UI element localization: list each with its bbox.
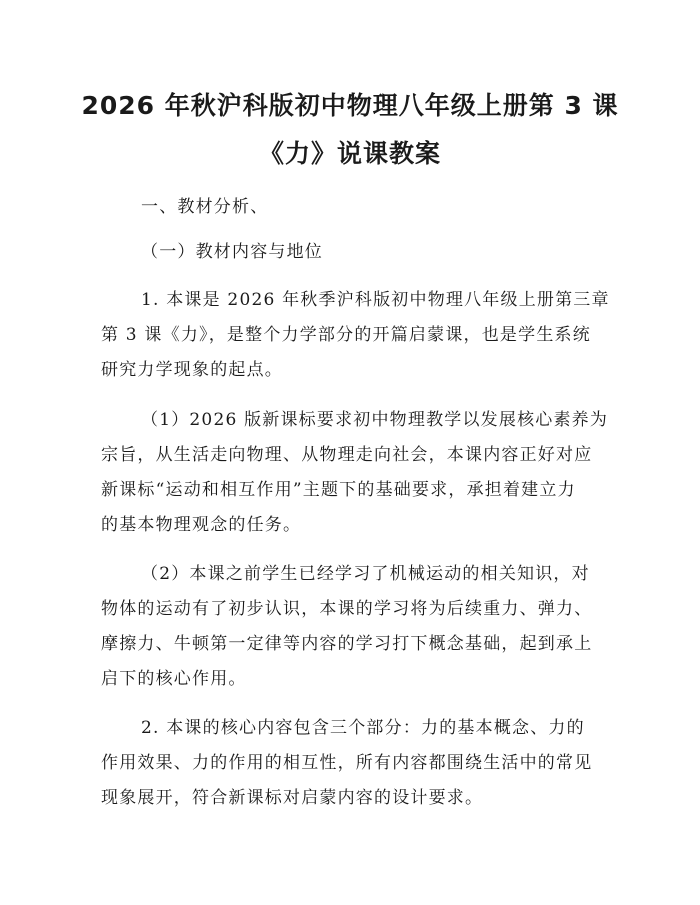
paragraph-3-line-3: 摩擦力、牛顿第一定律等内容的学习打下概念基础，起到承上 bbox=[101, 634, 593, 654]
paragraph-1-line-3: 研究力学现象的起点。 bbox=[101, 360, 283, 380]
paragraph-2-line-1: （1）2026 版新课标要求初中物理教学以发展核心素养为 bbox=[141, 410, 609, 430]
section-heading: 一、教材分析、 bbox=[141, 197, 269, 217]
paragraph-4-line-2: 作用效果、力的作用的相互性，所有内容都围绕生活中的常见 bbox=[101, 753, 593, 773]
paragraph-2-line-4: 的基本物理观念的任务。 bbox=[101, 515, 302, 535]
paragraph-3-line-4: 启下的核心作用。 bbox=[101, 669, 247, 689]
paragraph-3-line-1: （2）本课之前学生已经学习了机械运动的相关知识，对 bbox=[141, 564, 590, 584]
document-title-line-1: 2026 年秋沪科版初中物理八年级上册第 3 课 bbox=[81, 91, 619, 120]
paragraph-3-line-2: 物体的运动有了初步认识，本课的学习将为后续重力、弹力、 bbox=[101, 599, 593, 619]
subsection-heading: （一）教材内容与地位 bbox=[141, 242, 323, 262]
paragraph-1-line-2: 第 3 课《力》，是整个力学部分的开篇启蒙课，也是学生系统 bbox=[101, 325, 591, 345]
paragraph-2-line-2: 宗旨，从生活走向物理、从物理走向社会，本课内容正好对应 bbox=[101, 445, 593, 465]
paragraph-4-line-1: 2. 本课的核心内容包含三个部分：力的基本概念、力的 bbox=[141, 718, 585, 738]
paragraph-4-line-3: 现象展开，符合新课标对启蒙内容的设计要求。 bbox=[101, 788, 484, 808]
document-title-line-2: 《力》说课教案 bbox=[258, 139, 441, 168]
paragraph-2-line-3: 新课标“运动和相互作用”主题下的基础要求，承担着建立力 bbox=[101, 480, 576, 500]
paragraph-1-line-1: 1. 本课是 2026 年秋季沪科版初中物理八年级上册第三章 bbox=[141, 290, 610, 310]
